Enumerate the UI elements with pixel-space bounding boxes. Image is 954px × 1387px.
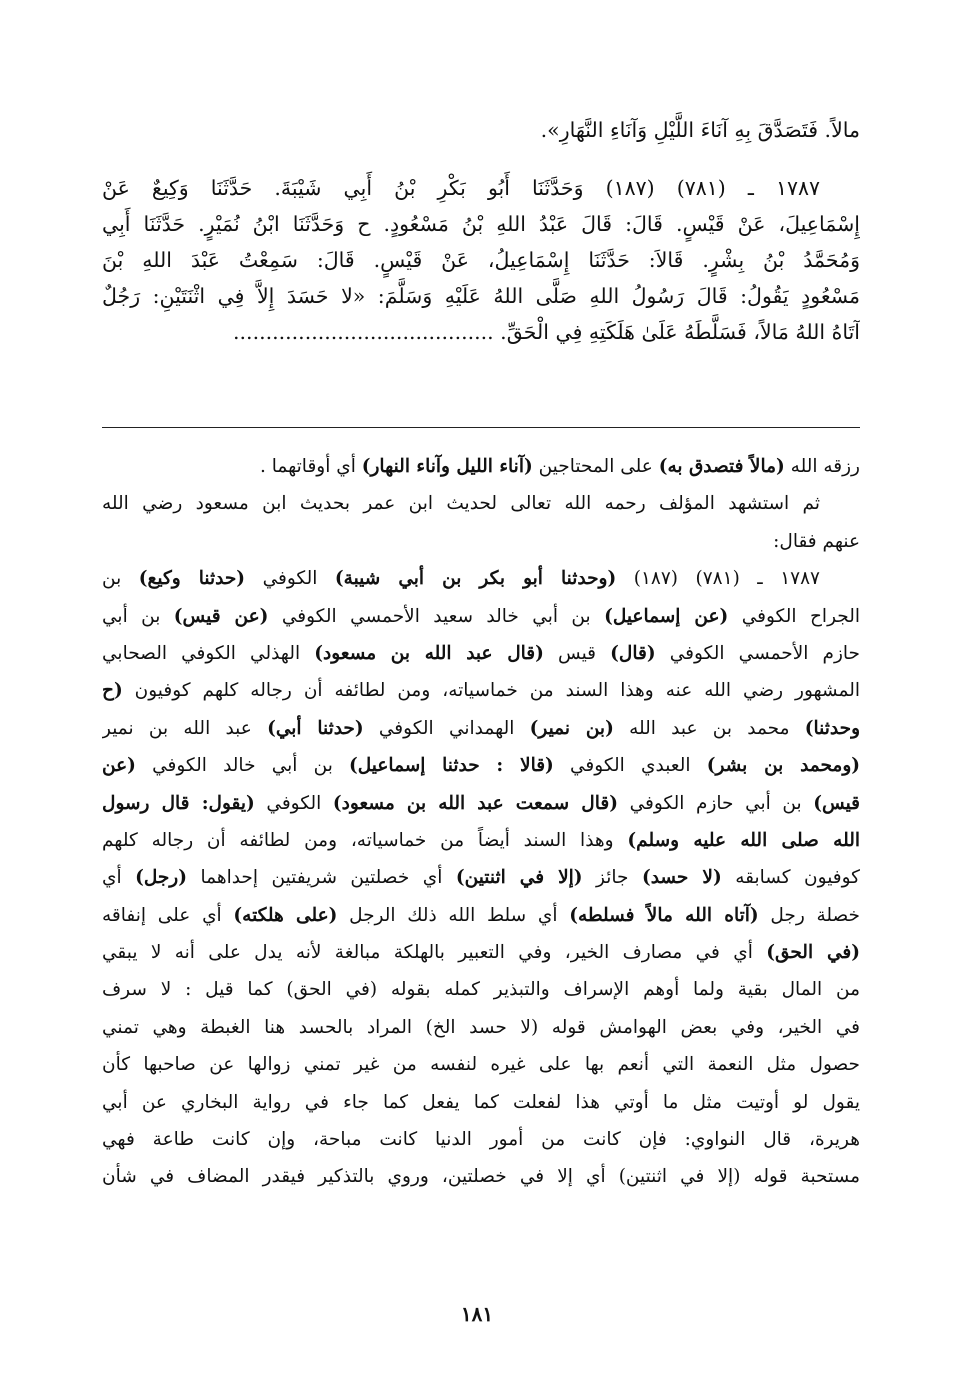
text-segment: إِسْمَاعِيلَ، عَنْ قَيْسٍ. قَالَ: قَالَ عَبْدُ اللهِ بْنُ مَسْعُودٍ. ح وَحَدَّثَنَا ابْنُ نُمَيْرٍ. حَدَّثَنَا أَبِي: [102, 212, 860, 236]
bold-quoted-segment: قيس): [813, 792, 860, 814]
hadith-line: [102, 170, 860, 206]
text-segment: الكوفي: [245, 568, 335, 590]
text-segment: بن أبي حازم الكوفي: [617, 792, 814, 814]
hadith-line: [102, 314, 860, 350]
commentary-line: [102, 598, 860, 635]
text-segment: قيس: [543, 642, 611, 664]
commentary-line: [102, 710, 860, 747]
hadith-line: [102, 206, 860, 242]
text-segment: أي في مصارف الخير، وفي التعبير بالهلكة مبالغة لأنه يدل على أنه لا يبقي: [102, 942, 767, 964]
commentary-line: [102, 934, 860, 971]
bold-quoted-segment: (يقول: قال رسول: [102, 792, 255, 814]
text-segment: أي سلط الله ذلك الرجل: [337, 904, 570, 926]
text-segment: في الخير، وفي بعض الهوامش قوله (لا حسد الخ) المراد بالحسد هنا الغبطة وهي تمني: [102, 1016, 860, 1038]
bold-quoted-segment: (إلا في اثنتين): [455, 867, 583, 889]
commentary-line: [102, 859, 860, 896]
text-segment: الكوفي: [254, 792, 333, 814]
text-segment: حصول مثل النعمة التي أنعم بها على غيره لنفسه من غير تمني زوالها عن صاحبها كأن: [102, 1054, 860, 1076]
text-segment: محمد بن عبد الله: [613, 717, 805, 739]
commentary-line: [102, 1121, 860, 1158]
commentary-line: [102, 635, 860, 672]
bold-quoted-segment: وحدثنا): [804, 717, 860, 739]
commentary-line: [102, 971, 860, 1008]
hadith-line: [102, 278, 860, 314]
page-number: ١٨١: [460, 1302, 494, 1326]
commentary-line: [102, 485, 860, 522]
hadith-line: [102, 112, 860, 148]
commentary-line: [102, 1046, 860, 1083]
commentary-line: [102, 1084, 860, 1121]
bold-quoted-segment: (حدثنا وكيع): [138, 568, 246, 590]
text-segment: جائز: [582, 867, 642, 889]
text-segment: وَمُحَمَّدُ بْنُ بِشْرٍ. قَالاَ: حَدَّثَنَا إِسْمَاعِيلُ، عَنْ قَيْسٍ. قَالَ: سَمِعْتُ عَبْدَ اللهِ بْنَ: [102, 248, 860, 272]
commentary-line: [102, 560, 860, 597]
text-segment: أي خصلتين شريفتين إحداهما: [187, 867, 456, 889]
text-segment: هريرة، قال النواوي: فإن كانت من أمور الدنيا كانت مباحة، وإن كانت طاعة فهي: [102, 1129, 860, 1151]
commentary-line: [102, 822, 860, 859]
bold-quoted-segment: (عن: [102, 755, 136, 777]
commentary-line: [102, 747, 860, 784]
commentary-text: [102, 448, 860, 1196]
bold-quoted-segment: (على هلكته): [233, 904, 338, 926]
text-segment: الهمداني الكوفي: [363, 717, 530, 739]
hadith-text: [102, 112, 860, 350]
bold-quoted-segment: (قال): [610, 642, 656, 664]
commentary-line: [102, 897, 860, 934]
bold-quoted-segment: (قالا : حدثنا إسماعيل): [349, 755, 554, 777]
text-segment: من المال بقية ولما أوهم الإسراف والتبذير كمله بقوله (في الحق) كما قيل : لا سرف: [102, 979, 860, 1001]
text-segment: ١٧٨٧ ـ (٧٨١) (١٨٧) وَحَدَّثَنَا أَبُو بَكْرِ بْنُ أَبِي شَيْبَةَ. حَدَّثَنَا وَكِيعٌ عَنْ: [102, 176, 821, 200]
bold-quoted-segment: (آتاه الله مالاً فسلطه): [569, 904, 759, 926]
text-segment: العبدي الكوفي: [553, 755, 707, 777]
commentary-line: [102, 672, 860, 709]
text-segment: ثم استشهد المؤلف رحمه الله تعالى لحديث ابن عمر بحديث ابن مسعود رضي الله: [102, 493, 820, 515]
commentary-line: [102, 523, 860, 560]
commentary-line: [102, 785, 860, 822]
bold-quoted-segment: (قال سمعت عبد الله بن مسعود): [332, 792, 618, 814]
text-segment: بن أبي: [102, 605, 174, 627]
bold-quoted-segment: (حدثنا أبي): [267, 717, 364, 739]
commentary-line: [102, 1158, 860, 1195]
text-segment: المشهور رضي الله عنه وهذا السند من خماسياته، ومن لطائفه أن رجاله كلهم كوفيون: [122, 680, 860, 702]
text-segment: أي: [102, 867, 136, 889]
text-segment: بن أبي خالد الكوفي: [135, 755, 350, 777]
bold-quoted-segment: (عن إسماعيل): [604, 605, 729, 627]
bold-quoted-segment: (ومحمد بن بشر): [706, 755, 860, 777]
text-segment: كوفيون كسابقه: [721, 867, 860, 889]
bold-quoted-segment: (مالاً فتصدق به): [658, 456, 785, 477]
footnote-separator: [102, 427, 860, 428]
hadith-line: [102, 242, 860, 278]
text-segment: آتَاهُ اللهُ مَالاً، فَسَلَّطَهُ عَلَىٰ هَلَكَتِهِ فِي الْحَقِّ. ........................................: [233, 320, 860, 344]
bold-quoted-segment: (ح: [102, 680, 123, 702]
bold-quoted-segment: (بن نمير): [529, 717, 614, 739]
text-segment: الجراح الكوفي: [728, 605, 860, 627]
text-segment: أي على إنفاقه: [102, 904, 234, 926]
text-segment: وهذا السند أيضاً من خماسياته، ومن لطائفه أن رجاله كلهم: [102, 829, 628, 851]
text-segment: على المحتاجين: [532, 456, 659, 477]
bold-quoted-segment: (في الحق): [766, 942, 860, 964]
text-segment: بن أبي خالد سعيد الأحمسي الكوفي: [268, 605, 605, 627]
text-segment: الهذلي الكوفي الصحابي: [102, 642, 315, 664]
text-segment: خصلة رجل: [758, 904, 860, 926]
commentary-line: [102, 1009, 860, 1046]
text-segment: حازم الأحمسي الكوفي: [655, 642, 860, 664]
text-segment: عنهم فقال:: [773, 530, 860, 552]
bold-quoted-segment: (لا حسد): [641, 867, 722, 889]
bold-quoted-segment: الله صلى الله عليه وسلم): [627, 829, 860, 851]
commentary-line: [102, 448, 860, 485]
text-segment: رزقه الله: [784, 456, 860, 477]
text-segment: أي أوقاتهما .: [260, 456, 362, 477]
bold-quoted-segment: (عن قيس): [173, 605, 269, 627]
bold-quoted-segment: (رجل): [135, 867, 187, 889]
text-segment: بن: [102, 568, 139, 590]
text-segment: مَسْعُودٍ يَقُولُ: قَالَ رَسُولُ اللهِ صَلَّى اللهُ عَلَيْهِ وَسَلَّمَ: «لا حَسَدَ إِلاَّ فِي اثْنَتَيْنِ: رَجُلٌ: [102, 284, 860, 308]
bold-quoted-segment: (قال عبد الله بن مسعود): [314, 642, 544, 664]
text-segment: يقول لو أوتيت مثل ما أوتي هذا لفعلت كما يفعل كما جاء في رواية البخاري عن أبي: [102, 1091, 860, 1113]
text-segment: ١٧٨٧ ـ (٧٨١) (١٨٧): [616, 568, 820, 590]
bold-quoted-segment: (آناء الليل وآناء النهار): [361, 456, 533, 477]
text-segment: عبد الله بن نمير: [102, 717, 268, 739]
text-segment: مستحبة قوله (إلا في اثنتين) أي إلا في خصلتين، وروي بالتذكير فيقدر المضاف في شأن: [102, 1166, 860, 1188]
bold-quoted-segment: (وحدثنا أبو بكر بن أبي شيبة): [334, 568, 617, 590]
text-segment: مالاً. فَتَصَدَّقَ بِهِ آنَاءَ اللَّيْلِ وَآنَاءِ النَّهَارِ».: [540, 118, 860, 142]
